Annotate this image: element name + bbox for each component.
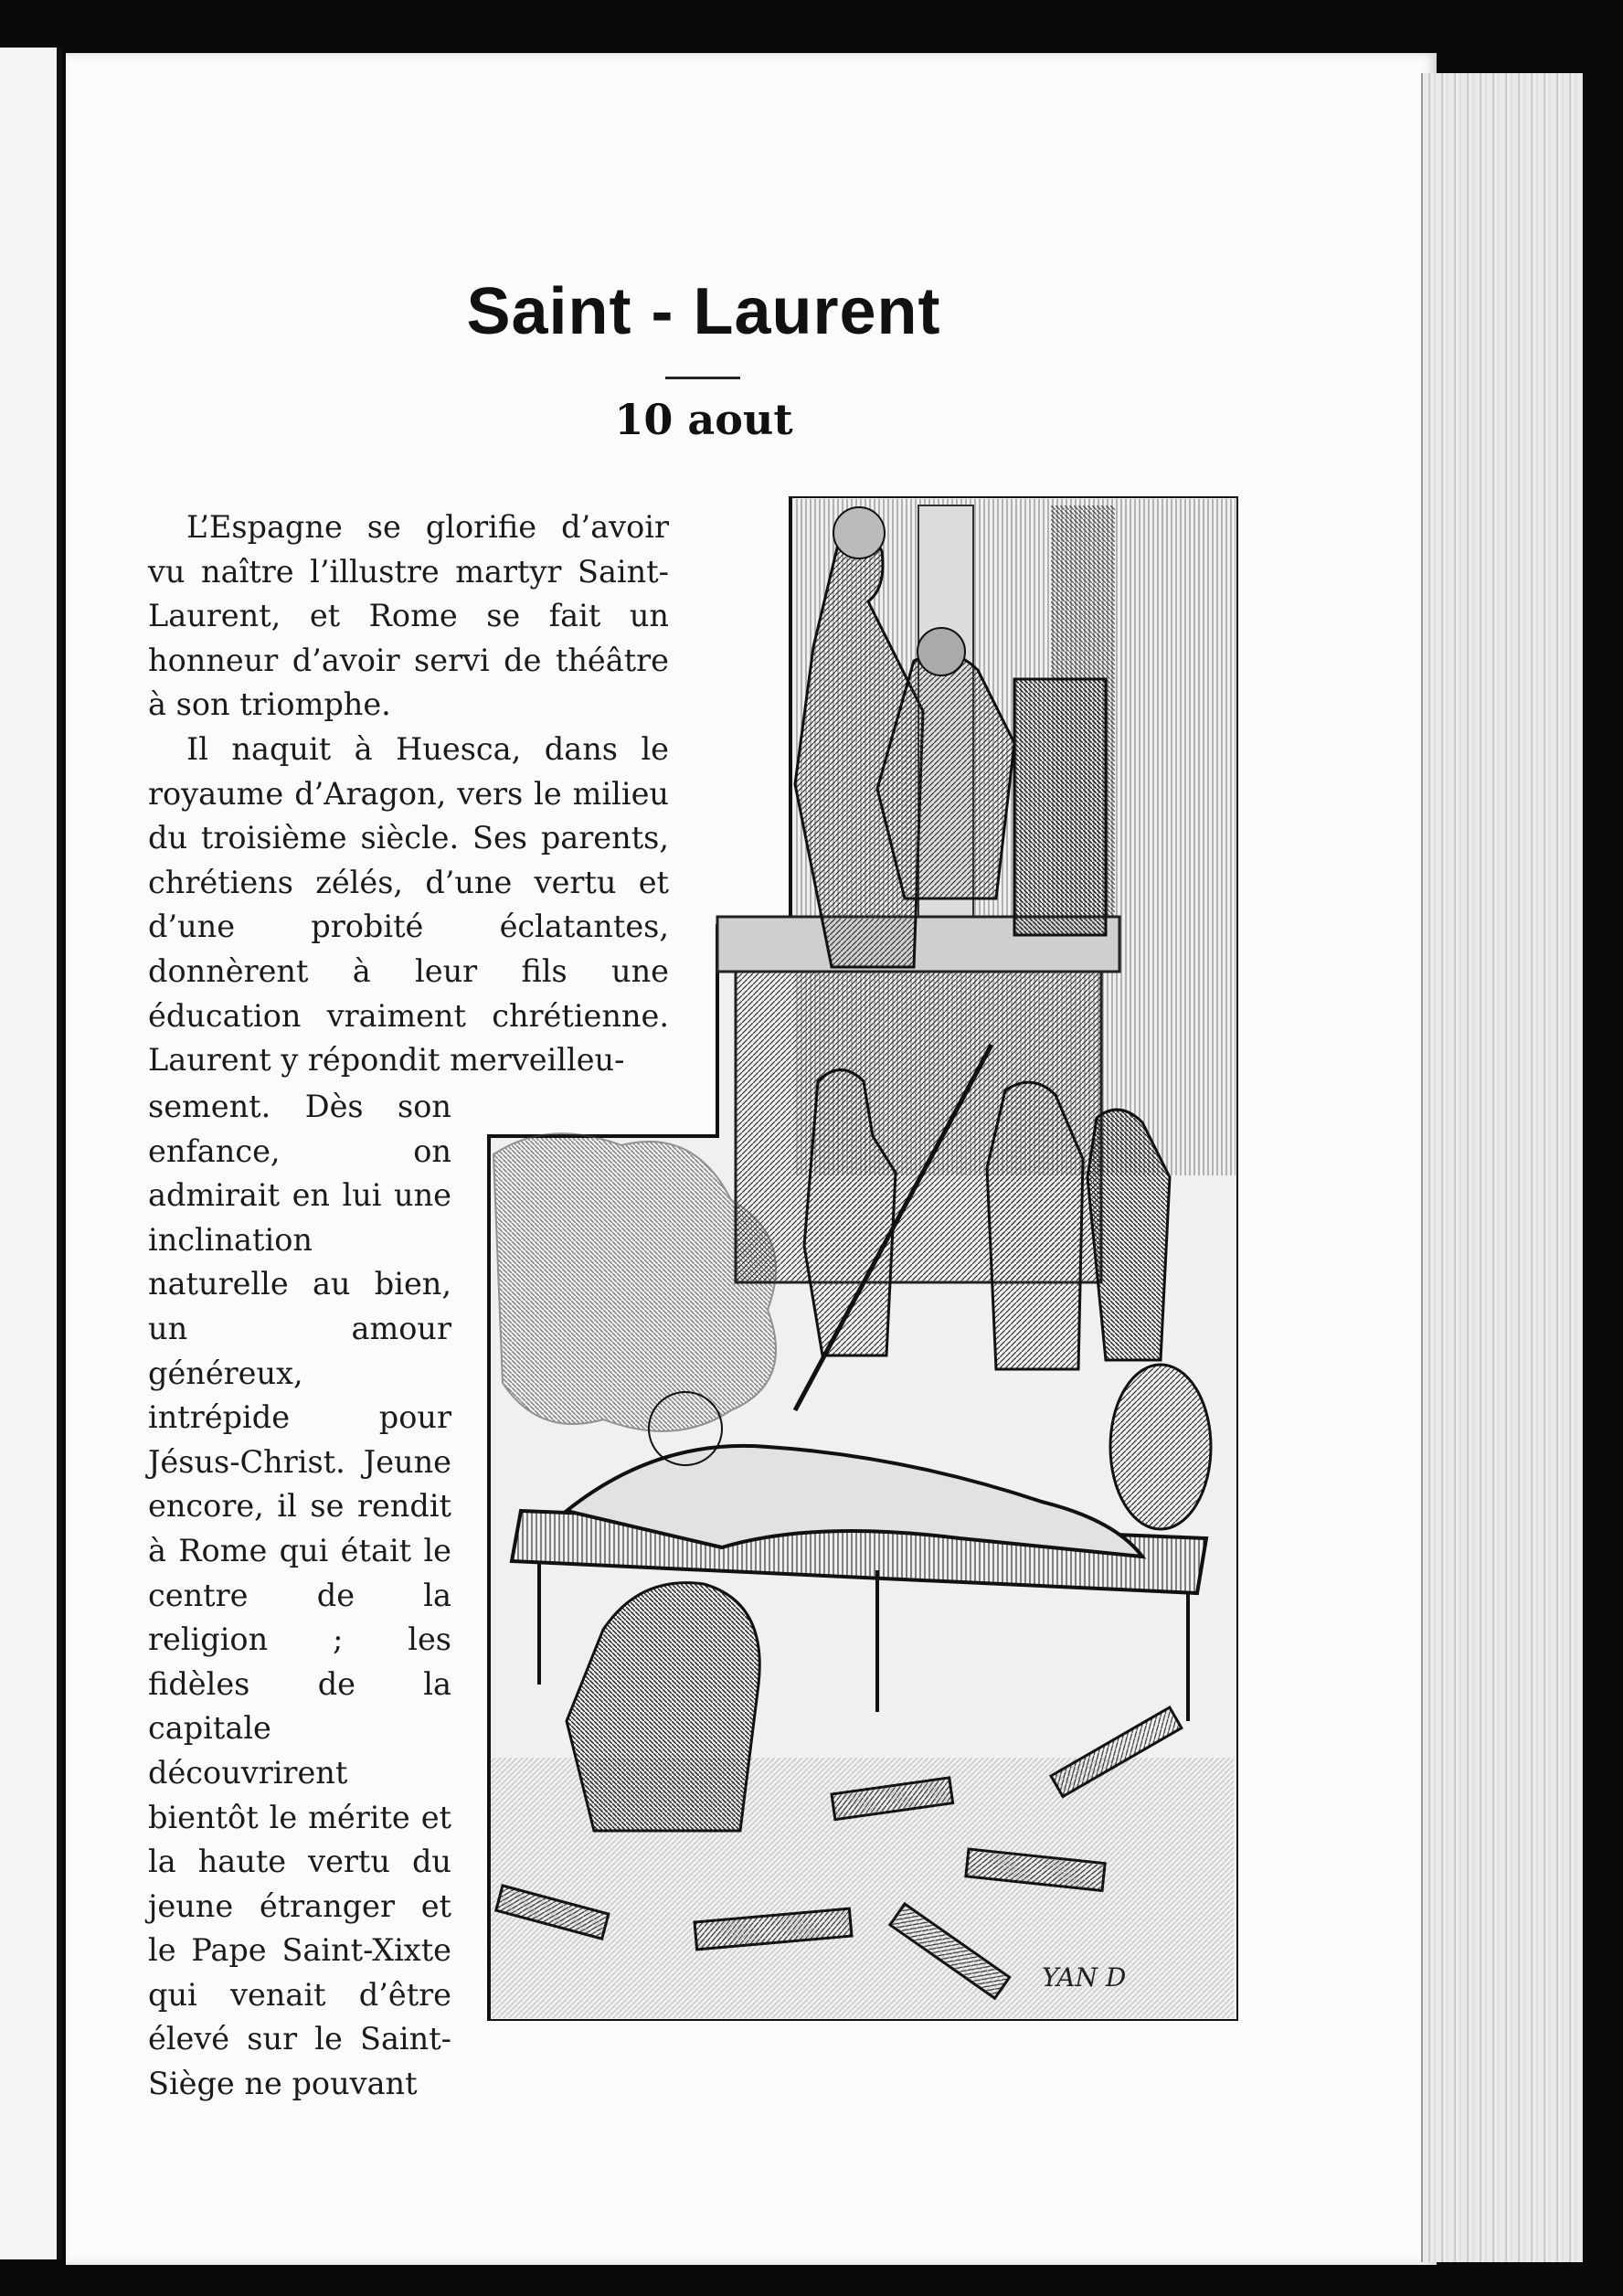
book-page-stack-edge [1421, 73, 1583, 2262]
feast-date: 10 aout [614, 395, 793, 444]
page-title: Saint - Laurent [466, 275, 941, 348]
body-text-lower [148, 1085, 451, 2107]
paragraph-2-start: Il naquit à Huesca, dans le royaume d’Aragon, vers le milieu du troisième siècle. Ses parents, chrétiens zélés, d’une vertu et d’une probité éclatantes, donnèrent à leur fils une éducation vraiment chrétienne. Laurent y répondit merveilleu- [148, 730, 669, 1079]
title-divider [665, 377, 740, 379]
paragraph-2-continued: sement. Dès son enfance, on admirait en lui une inclination naturelle au bien, un amour généreux, intrépide pour Jésus-Christ. Jeune encore, il se rendit à Rome qui était le centre de la religion ; les fidèles de la capitale découvrirent bientôt le mérite et la haute vertu du jeune étranger et le Pape Saint-Xixte qui venait d’être élevé sur le Saint-Siège ne pouvant [148, 1089, 451, 2102]
paragraph-1: L’Espagne se glorifie d’avoir vu naître l’illustre martyr Saint-Laurent, et Rome se fait un honneur d’avoir servi de théâtre à son triomphe. [148, 509, 669, 723]
facing-page-edge [0, 48, 62, 2259]
martyrdom-engraving [484, 496, 1238, 2021]
engraver-signature: YAN D [1042, 1962, 1127, 1993]
